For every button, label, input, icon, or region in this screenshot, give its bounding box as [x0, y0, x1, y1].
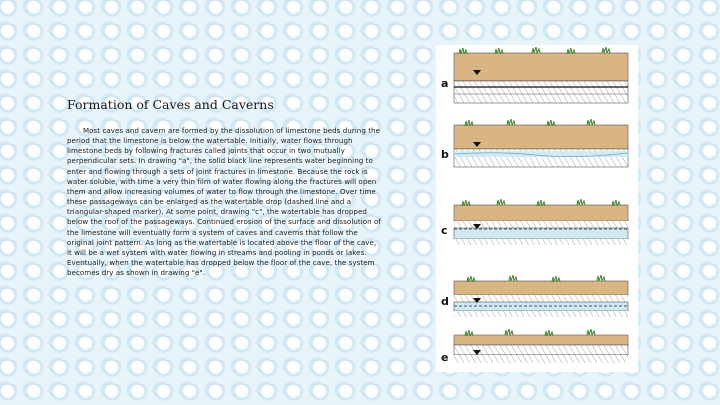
panel-e	[441, 329, 628, 364]
panel-label-e: e	[441, 351, 449, 364]
panel-a	[441, 47, 628, 103]
panel-label-c: c	[441, 224, 448, 237]
panel-label-b: b	[441, 148, 449, 161]
panel-b	[441, 119, 628, 167]
panel-label-a: a	[441, 77, 449, 90]
panel-c	[441, 199, 628, 245]
panel-label-d: d	[441, 295, 449, 308]
cave-formation-figure	[436, 45, 638, 372]
panel-d	[441, 275, 628, 317]
slide-body-text: Most caves and cavern are formed by the dissolution of limestone beds during the period that the limestone is below the watertable. Initially, water flows through limestone beds by following fractures called joints that occur in two mutually perpendicular sets. In drawing "a", the solid black line represents water beginning to enter and flowing through a sets of joint fractures in limestone. Because the rock is water soluble, with time a very thin film of water flowing along the fractures will open them and allow increasing volumes of water to flow through the limestone. Over time these passageways can be enlarged as the watertable drop (dashed line and a triangular-shaped marker). At some point, drawing "c", the watertable has dropped below the roof of the passageways. Continued erosion of the surface and dissolution of the limestone will eventually form a system of caves and caverns that follow the original joint pattern. As long as the watertable is located above the floor of the cave, it will be a wet system with water flowing in streams and pooling in ponds or lakes. Eventually, when the watertable has dropped below the floor of the cave, the system becomes dry as shown in drawing "e".	[67, 126, 381, 278]
slide-title: Formation of Caves and Caverns	[67, 97, 274, 112]
